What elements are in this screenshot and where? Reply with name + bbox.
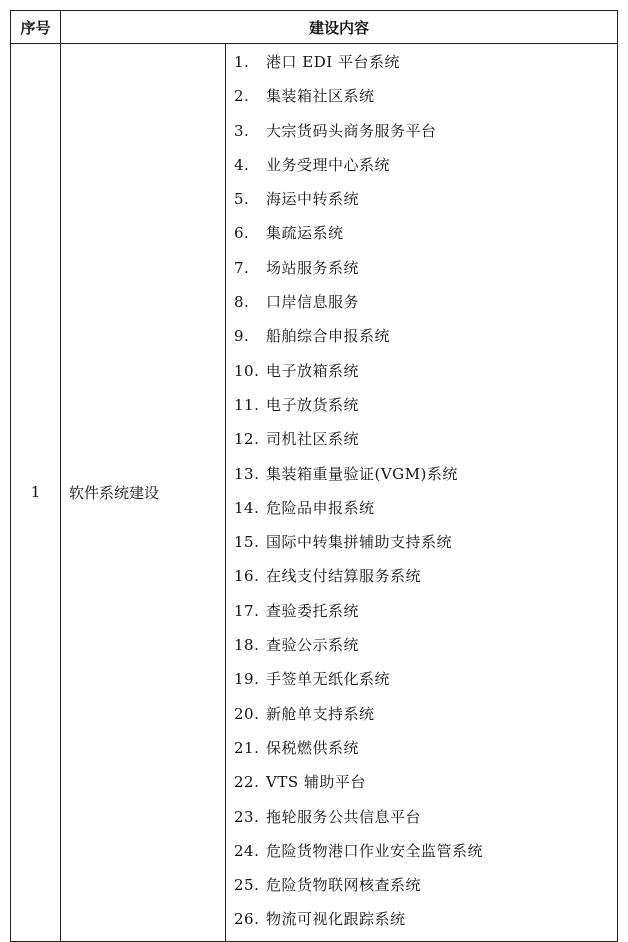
list-item-text: 司机社区系统 <box>266 430 360 449</box>
list-item-number: 5. <box>234 190 250 209</box>
list-item-text: 口岸信息服务 <box>266 293 360 312</box>
list-item <box>234 666 617 700</box>
list-item-number: 22. <box>234 773 260 792</box>
list-item-text: 港口 EDI 平台系统 <box>266 53 400 71</box>
list-item-number: 10. <box>234 361 260 380</box>
list-item <box>234 392 617 426</box>
list-item <box>234 152 617 186</box>
construction-content-table <box>10 10 618 942</box>
list-item-number: 23. <box>234 807 260 826</box>
list-item <box>234 186 617 220</box>
list-item-text: 查验委托系统 <box>266 601 360 620</box>
list-item-number: 8. <box>234 293 250 312</box>
list-item <box>234 255 617 289</box>
list-item <box>234 118 617 152</box>
list-item <box>234 495 617 529</box>
list-item-number: 25. <box>234 876 260 895</box>
list-item-text: 集装箱重量验证(VGM)系统 <box>266 464 458 483</box>
list-item <box>234 701 617 735</box>
list-item-text: 危险货物港口作业安全监管系统 <box>266 841 484 860</box>
list-item-text: 业务受理中心系统 <box>266 155 391 174</box>
list-item-number: 18. <box>234 636 260 655</box>
list-item-text: 场站服务系统 <box>266 258 360 277</box>
list-item-text: 危险货物联网核查系统 <box>266 876 422 895</box>
list-item-text: 海运中转系统 <box>266 190 360 209</box>
list-item-text: 国际中转集拼辅助支持系统 <box>266 533 453 552</box>
list-item-number: 12. <box>234 430 260 449</box>
list-item-number: 17. <box>234 601 260 620</box>
list-item-number: 7. <box>234 258 250 277</box>
row-category-cell: 软件系统建设 <box>61 44 226 942</box>
list-item-number: 24. <box>234 841 260 860</box>
list-item <box>234 598 617 632</box>
list-item-text: 手签单无纸化系统 <box>266 670 391 689</box>
list-item-text: 新舱单支持系统 <box>266 704 375 723</box>
list-item <box>234 906 617 940</box>
list-item <box>234 769 617 803</box>
list-item <box>234 220 617 254</box>
list-item-text: 船舶综合申报系统 <box>266 327 391 346</box>
list-item <box>234 358 617 392</box>
list-item <box>234 838 617 872</box>
list-item-number: 3. <box>234 121 250 140</box>
list-item-number: 19. <box>234 670 260 689</box>
list-item <box>234 563 617 597</box>
list-item-number: 21. <box>234 738 260 757</box>
list-item <box>234 461 617 495</box>
item-list <box>226 44 617 941</box>
list-item-text: 拖轮服务公共信息平台 <box>266 807 422 826</box>
list-item-number: 9. <box>234 327 250 346</box>
list-item-text: 保税燃供系统 <box>266 738 360 757</box>
list-item-number: 14. <box>234 498 260 517</box>
list-item-text: 集疏运系统 <box>266 224 344 243</box>
list-item-text: 大宗货码头商务服务平台 <box>266 121 437 140</box>
list-item-number: 6. <box>234 224 250 243</box>
list-item <box>234 529 617 563</box>
list-item <box>234 49 617 83</box>
header-row <box>11 11 618 44</box>
list-item <box>234 632 617 666</box>
list-item-text: 集装箱社区系统 <box>266 87 375 106</box>
list-item <box>234 735 617 769</box>
list-item-number: 2. <box>234 87 250 106</box>
row-seq-cell: 1 <box>11 44 61 942</box>
list-item-number: 11. <box>234 395 260 414</box>
list-item <box>234 872 617 906</box>
list-item-text: 物流可视化跟踪系统 <box>266 910 406 929</box>
list-item-number: 15. <box>234 533 260 552</box>
list-item-text: 电子放货系统 <box>266 395 360 414</box>
list-item-text: 危险品申报系统 <box>266 498 375 517</box>
table-row <box>11 44 618 942</box>
list-item-number: 16. <box>234 567 260 586</box>
row-items-cell <box>226 44 618 942</box>
header-seq: 序号 <box>11 11 61 44</box>
list-item-number: 20. <box>234 704 260 723</box>
list-item <box>234 804 617 838</box>
list-item-text: VTS 辅助平台 <box>266 773 366 792</box>
list-item-number: 13. <box>234 464 260 483</box>
list-item <box>234 426 617 460</box>
list-item-text: 在线支付结算服务系统 <box>266 567 422 586</box>
list-item-text: 电子放箱系统 <box>266 361 360 380</box>
list-item-text: 查验公示系统 <box>266 636 360 655</box>
table-header <box>11 11 618 44</box>
list-item-number: 4. <box>234 155 250 174</box>
header-content: 建设内容 <box>61 11 618 44</box>
list-item-number: 1. <box>234 53 250 71</box>
list-item <box>234 289 617 323</box>
table-body <box>11 44 618 942</box>
list-item <box>234 323 617 357</box>
list-item-number: 26. <box>234 910 260 929</box>
list-item <box>234 83 617 117</box>
